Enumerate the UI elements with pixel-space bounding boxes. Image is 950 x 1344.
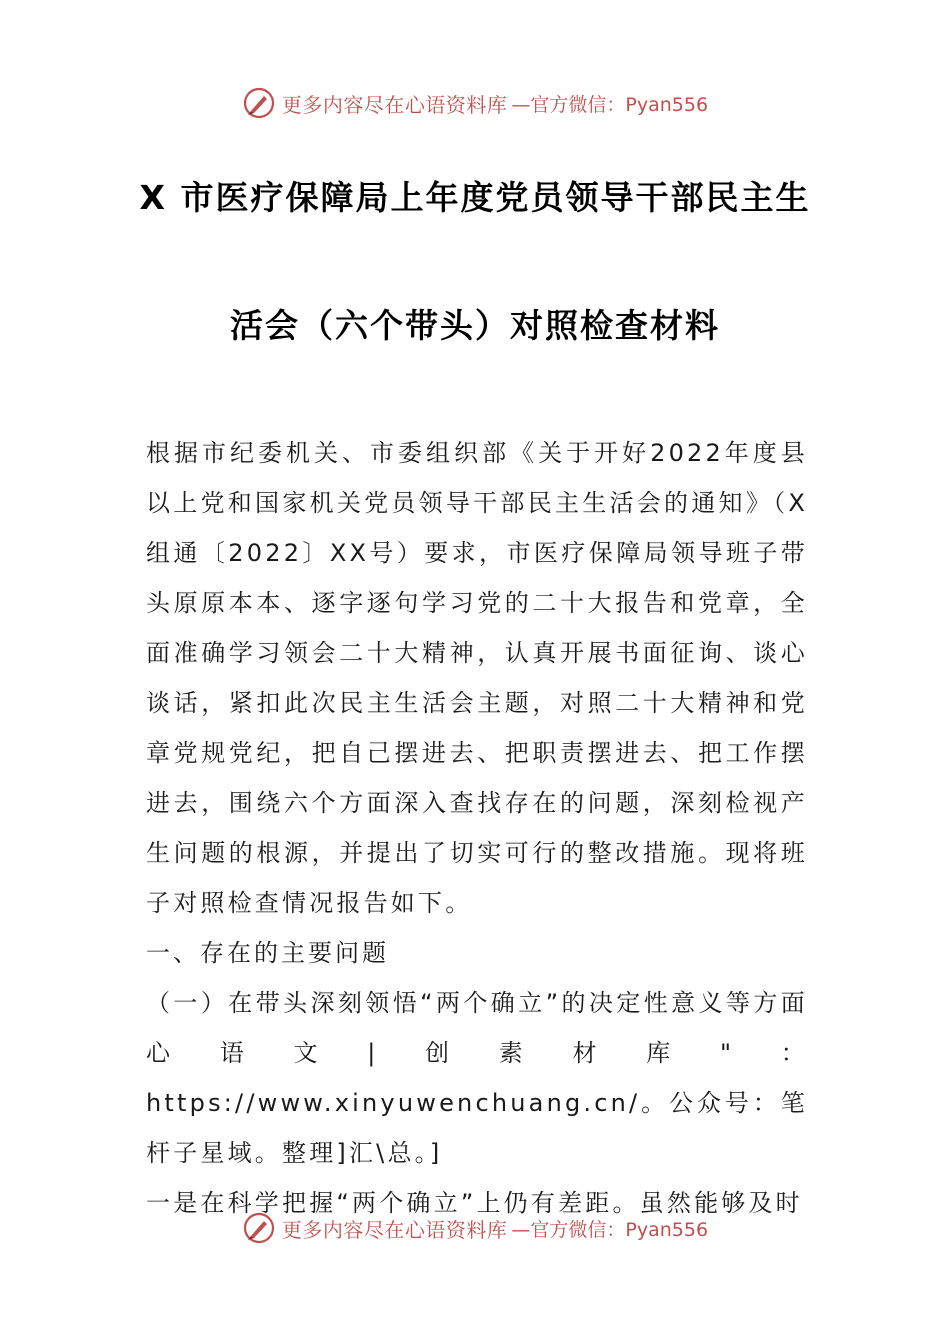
banner-text: 更多内容尽在心语资料库 xyxy=(281,92,508,117)
banner-wechat: —官方微信：Pyan556 xyxy=(511,1218,709,1241)
page-title-line2: 活会（六个带头）对照检查材料 xyxy=(230,306,720,345)
point-1: 一是在科学把握“两个确立”上仍有差距。虽然能够及时 xyxy=(146,1189,803,1217)
pen-circle-logo-icon xyxy=(242,1211,276,1245)
banner-wechat: —官方微信：Pyan556 xyxy=(511,93,709,116)
footer-banner xyxy=(0,1208,950,1248)
banner-text: 更多内容尽在心语资料库 xyxy=(281,1217,508,1242)
intro-paragraph: 根据市纪委机关、市委组织部《关于开好2022年度县以上党和国家机关党员领导干部民主生活会的通知》（X组通〔2022〕XX号）要求，市医疗保障局领导班子带头原原本本、逐字逐句学习党的二十大报告和党章，全面准确学习领会二十大精神，认真开展书面征询、谈心谈话，紧扣此次民主生活会主题，对照二十大精神和党章党规党纪，把自己摆进去、把职责摆进去、把工作摆进去，围绕六个方面深入查找存在的问题，深刻检视产生问题的根源，并提出了切实可行的整改措施。现将班子对照检查情况报告如下。 xyxy=(146,439,808,917)
pen-circle-logo-icon xyxy=(242,86,276,120)
page-title-line1: X 市医疗保障局上年度党员领导干部民主生 xyxy=(139,178,811,217)
document-body xyxy=(146,428,808,1228)
subsection-heading-1: （一）在带头深刻领悟“两个确立”的决定性意义等方面心语文|创素材库"：https://www.xinyuwenchuang.cn/。公众号：笔杆子星域。整理]汇\总。] xyxy=(146,989,808,1167)
header-banner xyxy=(0,83,950,123)
section-heading-1: 一、存在的主要问题 xyxy=(146,939,389,967)
